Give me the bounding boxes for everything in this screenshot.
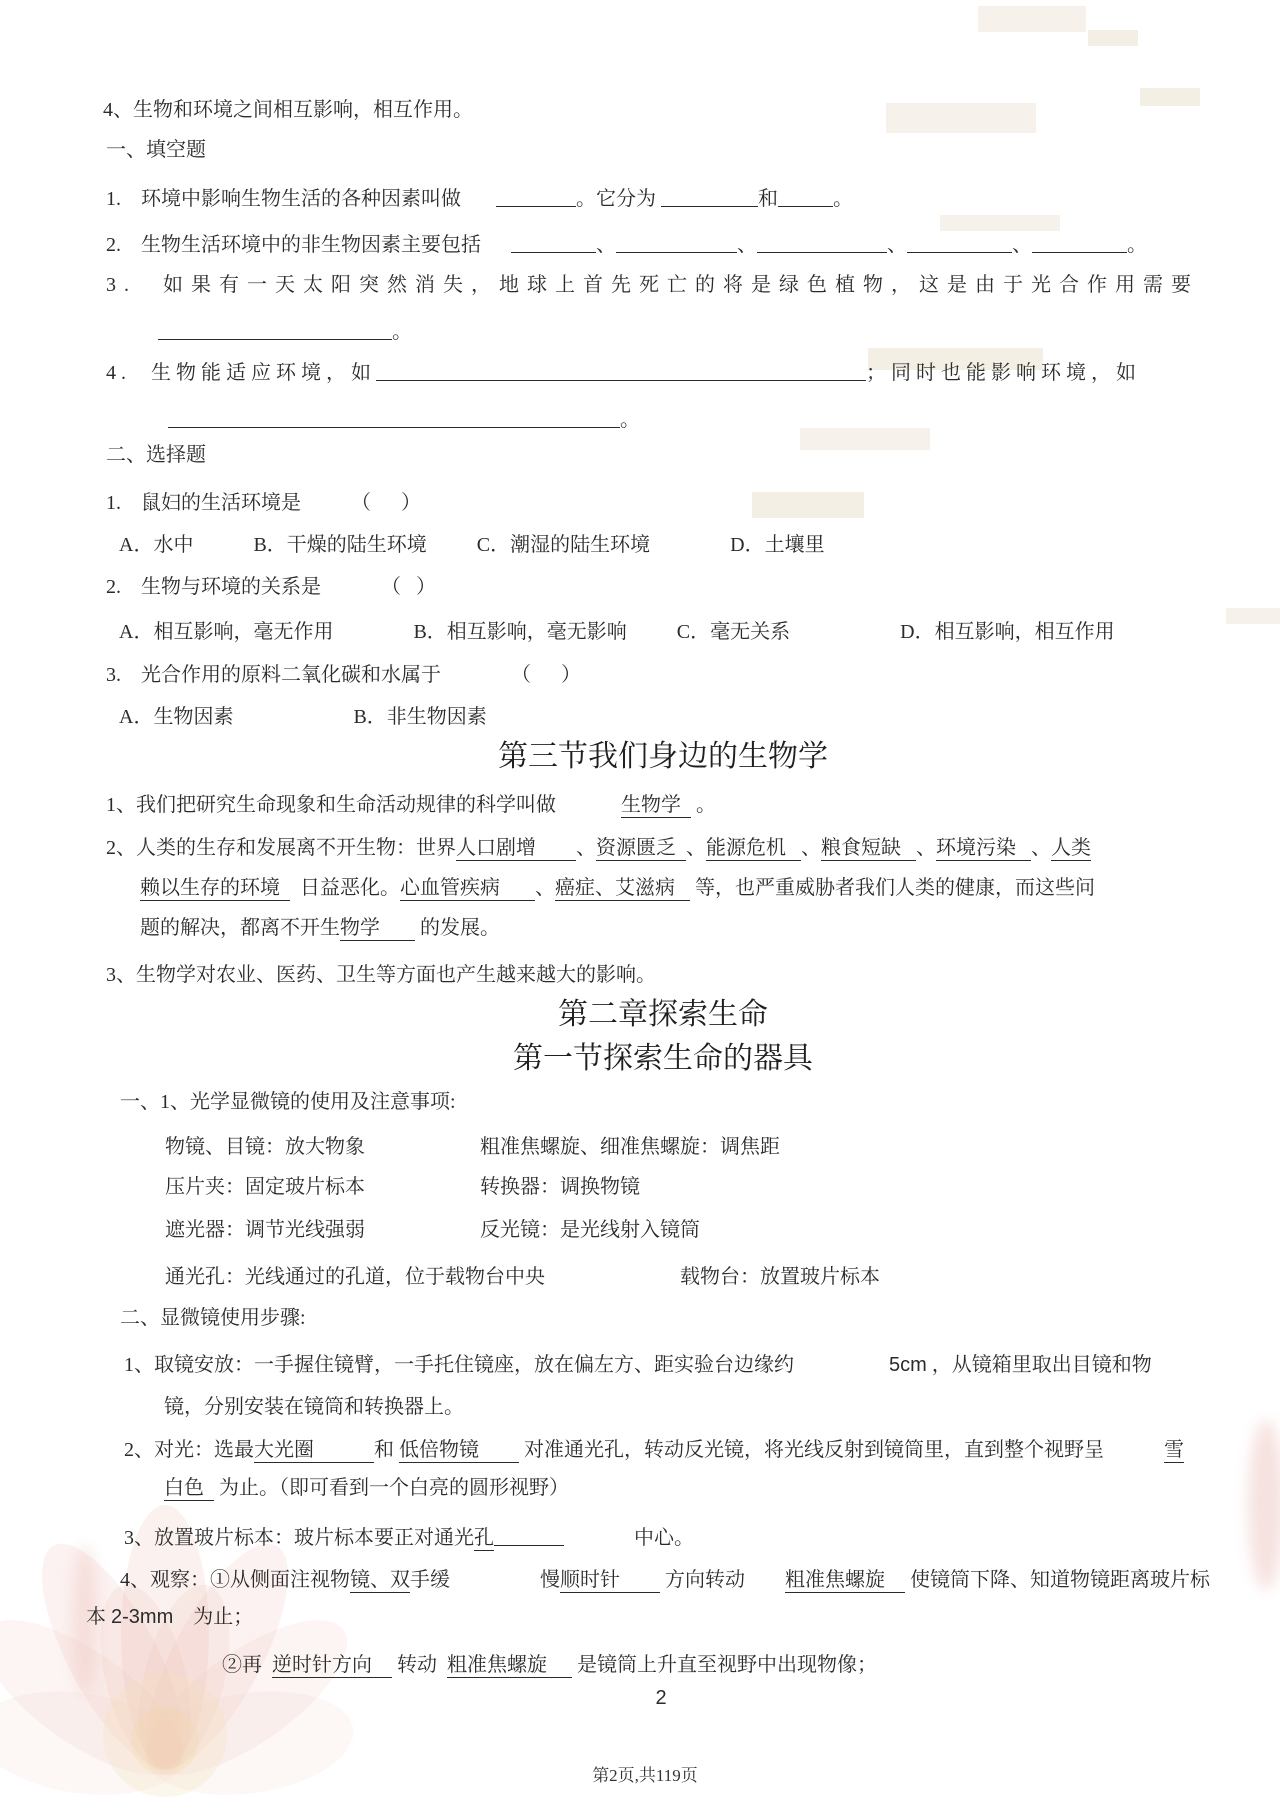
fill-question-4-continuation [168, 406, 640, 434]
text-run: A．生物因素 B．非生物因素 [119, 706, 487, 728]
choice-question-2 [106, 573, 436, 601]
underlined-answer-term: 大光圈 [254, 1439, 374, 1461]
text-run: 。 [833, 188, 853, 210]
text-run: 、 [576, 837, 596, 859]
text-run: 为止； [173, 1606, 254, 1628]
underlined-answer-term: 物学 [340, 917, 415, 939]
underlined-answer-term: 逆时针方向 [272, 1654, 392, 1676]
text-run: 1、我们把研究生命现象和生命活动规律的科学叫做 [106, 794, 621, 816]
text-run: 反光镜：是光线射入镜筒 [480, 1219, 700, 1241]
text-run [1104, 1439, 1164, 1461]
answer-blank [661, 188, 758, 207]
answer-blank [1032, 234, 1127, 253]
fill-blank-section-title [106, 136, 206, 164]
fill-question-1 [106, 185, 853, 213]
choice-question-3-options [119, 703, 487, 731]
underlined-answer-term: 白色 [164, 1477, 214, 1499]
underlined-answer-term: 孔 [474, 1527, 494, 1549]
microscope-part-row-3 [165, 1216, 700, 1244]
note-environment-interaction [103, 96, 473, 124]
fill-question-3 [106, 271, 1199, 299]
text-run: 载物台：放置玻片标本 [680, 1266, 880, 1288]
choice-question-3 [106, 661, 581, 689]
text-run: 、 [801, 837, 821, 859]
underlined-answer-term: 环境污染 [936, 837, 1031, 859]
text-run: 。 [392, 321, 412, 343]
text-run: 一、填空题 [106, 139, 206, 161]
answer-blank [158, 321, 392, 340]
scan-artifact [978, 6, 1086, 32]
scan-artifact [800, 428, 930, 450]
microscope-part-row-1 [165, 1133, 780, 1161]
underlined-answer-term: 能源危机 [706, 837, 801, 859]
text-run: 4、生物和环境之间相互影响，相互作用。 [103, 99, 473, 121]
text-run: 粗准焦螺旋、细准焦螺旋：调焦距 [480, 1136, 780, 1158]
step-2-line-1 [124, 1436, 1184, 1464]
answer-blank [616, 234, 737, 253]
text-run: ；同时也能影响环境，如 [866, 362, 1141, 384]
page-number: 2 [655, 1687, 667, 1709]
text-run: 日益恶化。 [290, 877, 400, 899]
text-run: 3、生物学对农业、医药、卫生等方面也产生越来越大的影响。 [106, 964, 656, 986]
choice-section-title [106, 441, 206, 469]
text-run [365, 1219, 480, 1241]
text-run: 3. 光合作用的原料二氧化碳和水属于 （ ） [106, 664, 581, 686]
text-run [545, 1266, 680, 1288]
text-run: 4. 生物能适应环境，如 [106, 362, 376, 384]
underlined-answer-term: 人口剧增 [456, 837, 576, 859]
text-run: 。 [691, 794, 716, 816]
text-run: 、 [916, 837, 936, 859]
text-run: 本 [86, 1606, 111, 1628]
text-run: 使镜筒下降、知道物镜距离玻片标 [905, 1569, 1210, 1591]
page-footer: 第2页,共119页 [592, 1766, 698, 1785]
text-run: 方向转动 [660, 1569, 785, 1591]
microscope-part-row-4 [165, 1263, 880, 1291]
text-run: ，从镜箱里取出目镜和物 [926, 1354, 1152, 1376]
biology-item-1 [106, 791, 716, 819]
answer-blank [757, 234, 887, 253]
underlined-answer-term: 粗准焦螺旋 [447, 1654, 572, 1676]
underlined-answer-term: 低倍物镜 [399, 1439, 519, 1461]
underlined-answer-term: 生物学 [621, 794, 691, 816]
text-run: A．水中 B．干燥的陆生环境 C．潮湿的陆生环境 D．土壤里 [119, 534, 825, 556]
text-run: 和 [374, 1439, 399, 1461]
text-run: 2. 生物与环境的关系是 （ ） [106, 576, 436, 598]
answer-blank [494, 1527, 564, 1546]
text-run [794, 1354, 889, 1376]
scan-artifact [752, 492, 864, 518]
text-run: 。 [1127, 234, 1147, 256]
text-run: 2. 生物生活环境中的非生物因素主要包括 [106, 234, 511, 256]
underlined-answer-term: 资源匮乏 [596, 837, 686, 859]
underlined-answer-term: 赖以生存的环境 [140, 877, 290, 899]
text-run: 、 [887, 234, 907, 256]
text-run: 通光孔：光线通过的孔道，位于载物台中央 [165, 1266, 545, 1288]
biology-item-2-line-2 [140, 874, 1095, 902]
underlined-answer-term: 顺时针 [560, 1569, 660, 1591]
text-run: 3、放置玻片标本：玻片标本要正对通光 [124, 1527, 474, 1549]
text-run: 1. 鼠妇的生活环境是 （ ） [106, 492, 421, 514]
pink-smudge [1248, 1420, 1280, 1590]
fill-question-3-continuation [158, 318, 412, 346]
microscope-usage-title [120, 1088, 456, 1116]
text-run: 物镜、目镜：放大物象 [165, 1136, 365, 1158]
underlined-answer-term: 心血管疾病 [400, 877, 535, 899]
text-run: 手缓 [410, 1569, 540, 1591]
text-run: 。 [620, 409, 640, 431]
text-run: 、 [535, 877, 555, 899]
choice-question-1-options [119, 531, 825, 559]
text-run: 二、显微镜使用步骤: [120, 1307, 306, 1329]
step-3-line [124, 1524, 694, 1552]
underlined-answer-term: 癌症、艾滋病 [555, 877, 690, 899]
text-run: 为止。（即可看到一个白亮的圆形视野） [214, 1477, 569, 1499]
choice-question-1 [106, 489, 421, 517]
text-run [365, 1136, 480, 1158]
text-run: 和 [758, 188, 778, 210]
scan-artifact [1226, 608, 1280, 624]
underlined-answer-term: 人类 [1051, 837, 1091, 859]
text-run: 一、1、光学显微镜的使用及注意事项: [120, 1091, 456, 1113]
step-4-line-1 [120, 1566, 1210, 1594]
text-run: 2、人类的生存和发展离不开生物：世界 [106, 837, 456, 859]
text-run: 转动 [392, 1654, 447, 1676]
answer-blank [907, 234, 1012, 253]
scan-artifact [1088, 30, 1138, 46]
fill-question-4 [106, 359, 1141, 387]
biology-item-2 [106, 834, 1091, 862]
text-run: 压片夹：固定玻片标本 [165, 1176, 365, 1198]
scan-artifact [1140, 88, 1200, 106]
text-run: A．相互影响，毫无作用 B．相互影响，毫无影响 C．毫无关系 D．相互影响，相互作用 [119, 621, 1115, 643]
underlined-answer-term: 镜、双 [350, 1569, 410, 1591]
text-run: 4、观察：①从侧面注视物 [120, 1569, 350, 1591]
text-run: 等，也严重威胁者我们人类的健康，而这些问 [690, 877, 1095, 899]
text-run: 对准通光孔，转动反光镜，将光线反射到镜筒里，直到整个视野呈 [519, 1439, 1104, 1461]
answer-blank [376, 362, 866, 381]
text-run: 题的解决，都离不开生 [140, 917, 340, 939]
text-run: 、 [1012, 234, 1032, 256]
text-run: 1. 环境中影响生物生活的各种因素叫做 [106, 188, 496, 210]
text-run: 、 [596, 234, 616, 256]
text-run: 3. 如果有一天太阳突然消失，地球上首先死亡的将是绿色植物，这是由于光合作用需要 [106, 274, 1199, 296]
text-run: 遮光器：调节光线强弱 [165, 1219, 365, 1241]
answer-blank [496, 188, 576, 207]
text-run: 2、对光：选最 [124, 1439, 254, 1461]
step-4-line-2 [86, 1603, 253, 1631]
underlined-answer-term: 粮食短缺 [821, 837, 916, 859]
text-run: 二、选择题 [106, 444, 206, 466]
heading-section-3: 第三节我们身边的生物学 [498, 740, 828, 773]
scan-artifact [940, 215, 1060, 231]
microscope-part-row-2 [165, 1173, 640, 1201]
text-run: 5cm [889, 1354, 927, 1376]
text-run: 、 [686, 837, 706, 859]
biology-item-2-line-3 [140, 914, 500, 942]
text-run: 中心。 [564, 1527, 694, 1549]
text-run: 。它分为 [576, 188, 661, 210]
scan-artifact [886, 103, 1036, 133]
text-run: 慢 [540, 1569, 560, 1591]
answer-blank [511, 234, 596, 253]
text-run: 1、取镜安放：一手握住镜臂，一手托住镜座，放在偏左方、距实验台边缘约 [124, 1354, 794, 1376]
answer-blank [168, 409, 620, 428]
answer-blank [778, 188, 833, 207]
microscope-steps-title [120, 1304, 306, 1332]
underlined-answer-term: 粗准焦螺旋 [785, 1569, 905, 1591]
step-2-line-2 [164, 1474, 569, 1502]
heading-chapter-2: 第二章探索生命 [558, 998, 768, 1031]
text-run [365, 1176, 480, 1198]
fill-question-2 [106, 231, 1147, 259]
step-1-line-1 [124, 1351, 1152, 1379]
heading-section-1: 第一节探索生命的器具 [513, 1042, 813, 1075]
step-1-line-2 [164, 1393, 464, 1421]
text-run: 镜，分别安装在镜筒和转换器上。 [164, 1396, 464, 1418]
text-run: 转换器：调换物镜 [480, 1176, 640, 1198]
text-run: ②再 [222, 1654, 272, 1676]
step-4-line-3 [222, 1651, 877, 1679]
choice-question-2-options [119, 618, 1115, 646]
text-run: 、 [737, 234, 757, 256]
text-run: 、 [1031, 837, 1051, 859]
text-run: 是镜筒上升直至视野中出现物像； [572, 1654, 877, 1676]
underlined-answer-term: 雪 [1164, 1439, 1184, 1461]
biology-item-3 [106, 961, 656, 989]
text-run: 2-3mm [111, 1606, 174, 1628]
text-run: 的发展。 [415, 917, 500, 939]
